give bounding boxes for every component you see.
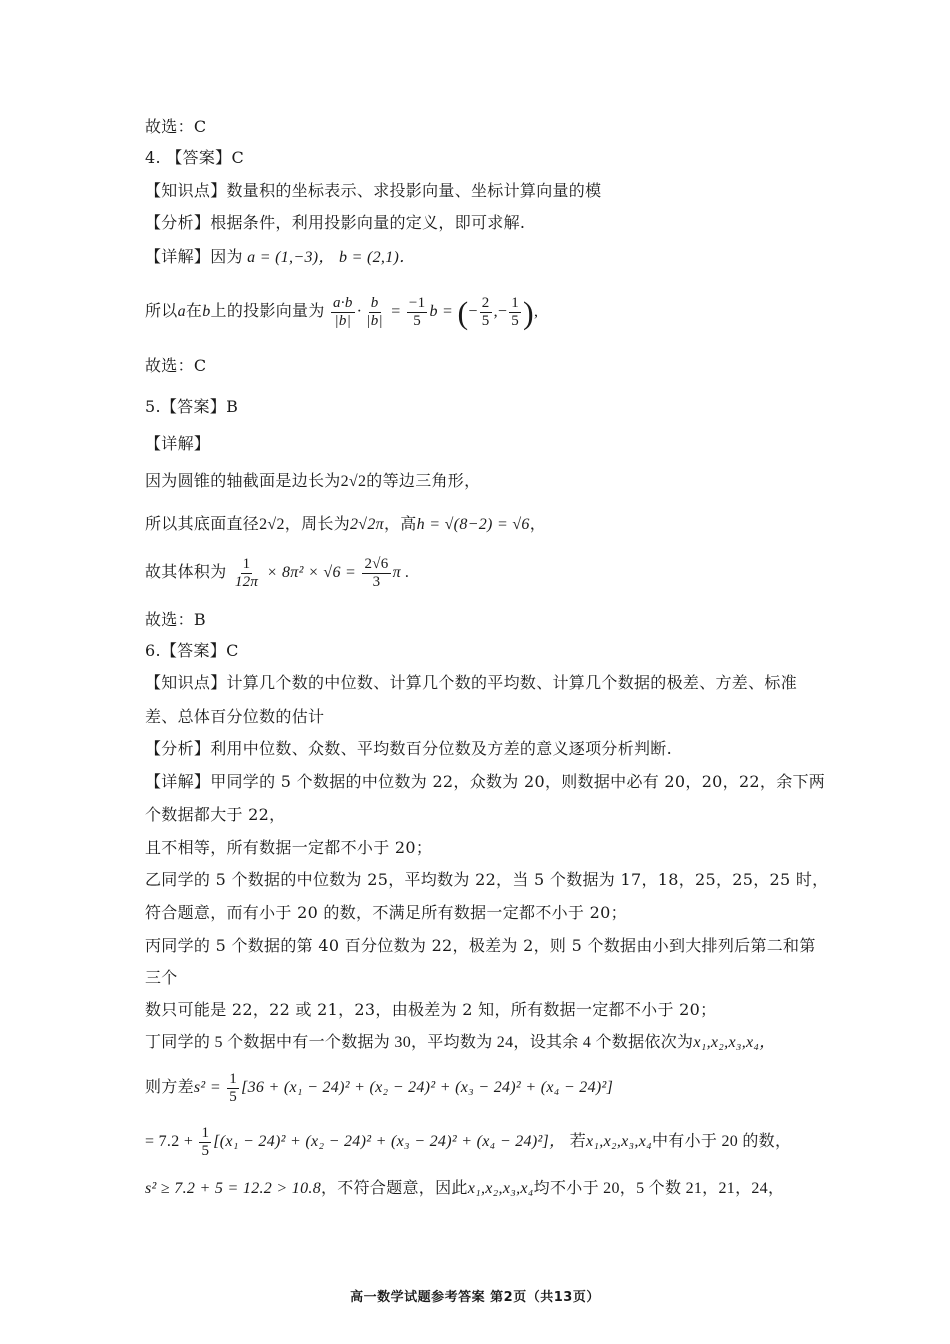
q6-variance-conclusion: s² ≥ 7.2 + 5 = 12.2 > 10.8，不符合题意，因此x₁,x₂,x₃,x₄均不小于 20，5 个数 21，21，24， bbox=[145, 1180, 785, 1197]
q5-cone-dimensions: 所以其底面直径2√2，周长为2√2π，高h = √(8−2) = √6， bbox=[145, 516, 547, 533]
proj-text-3: 上的投影向量为 bbox=[210, 303, 325, 320]
q4-analysis: 【分析】根据条件，利用投影向量的定义，即可求解. bbox=[145, 213, 526, 232]
page-footer: 高一数学试题参考答案 第2页（共13页） bbox=[350, 1290, 600, 1305]
q6-variance-formula: 则方差s² = $\frac{1}{5}$ [36 + (x₁ − 24)² + (x₂ − 24)² + (x₃ − 24)² + (x₄ − 24)²] bbox=[145, 1070, 614, 1105]
conclusion-3: 故选：C bbox=[145, 117, 207, 136]
proj-vec-b: b bbox=[202, 303, 211, 320]
proj-coefficient: $\frac{-1}{5}$ bbox=[408, 294, 426, 329]
cone-side-length: 2√2 bbox=[340, 473, 367, 490]
q6-answer: 6.【答案】C bbox=[145, 641, 239, 660]
proj-fraction-2: $\frac{b}{|b|}$ bbox=[366, 294, 383, 329]
vector-b-value: b = (2,1)． bbox=[339, 249, 416, 266]
q6-detail-jia-end: 且不相等，所有数据一定都不小于 20； bbox=[145, 838, 433, 857]
q6-detail-bing: 丙同学的 5 个数据的第 40 百分位数为 22，极差为 2，则 5 个数据由小到大排列后第二和第 bbox=[145, 936, 816, 955]
proj-vec-a: a bbox=[177, 303, 186, 320]
cone-height: h = √(8−2) = √6 bbox=[416, 516, 530, 533]
cone-circumference: 2√2π bbox=[350, 516, 384, 533]
conclusion-5: 故选：B bbox=[145, 610, 206, 629]
q6-analysis: 【分析】利用中位数、众数、平均数百分位数及方差的意义逐项分析判断. bbox=[145, 739, 672, 758]
q5-detail-label: 【详解】 bbox=[145, 434, 211, 453]
proj-text-1: 所以 bbox=[145, 303, 178, 320]
q6-detail-bing-end: 数只可能是 22，22 或 21，23，由极差为 2 知，所有数据一定都不小于 20； bbox=[145, 1000, 717, 1019]
q6-variance-expanded: = 7.2 + $\frac{1}{5}$ [(x₁ − 24)² + (x₂ − 24)² + (x₃ − 24)² + (x₄ − 24)²]， 若x₁,x₂,x₃,x₄中有小于 20 的数， bbox=[145, 1124, 792, 1159]
cone-diameter: 2√2 bbox=[259, 516, 285, 533]
variance-coefficient: $\frac{1}{5}$ bbox=[229, 1070, 238, 1105]
q6-detail-ding: 丁同学的 5 个数据中有一个数据为 30，平均数为 24，设其余 4 个数据依次为x₁,x₂,x₃,x₄， bbox=[145, 1034, 776, 1051]
q4-detail-given bbox=[145, 247, 415, 269]
q6-knowledge-cont: 差、总体百分位数的估计 bbox=[145, 707, 325, 726]
q5-volume-formula: 故其体积为 $\frac{1}{12\pi}$ × 8π² × √6 = $\frac{2√6}{3}$ π . bbox=[145, 555, 410, 590]
q4-answer: 4. 【答案】C bbox=[145, 148, 244, 167]
conclusion-4: 故选：C bbox=[145, 356, 207, 375]
q6-knowledge: 【知识点】计算几个数的中位数、计算几个数的平均数、计算几个数据的极差、方差、标准 bbox=[145, 673, 798, 692]
variance-inequality: s² ≥ 7.2 + 5 = 12.2 > 10.8 bbox=[145, 1180, 321, 1197]
volume-coefficient: $\frac{1}{12\pi}$ bbox=[234, 555, 259, 590]
volume-result: $\frac{2√6}{3}$ bbox=[364, 555, 389, 590]
variance-coefficient-2: $\frac{1}{5}$ bbox=[201, 1124, 210, 1159]
proj-fraction-1: $\frac{a\cdot b}{|b|}$ bbox=[332, 294, 353, 329]
q4-projection-formula: 所以a在b上的投影向量为 $\frac{a\cdot b}{|b|}$ · $\frac{b}{|b|}$ = $\frac{-1}{5}$ b = (− $\frac{2}{5}$ ,− $\frac{1}{5}$ ), bbox=[145, 294, 539, 331]
q6-detail-yi-cont: 符合题意，而有小于 20 的数，不满足所有数据一定都不小于 20； bbox=[145, 903, 627, 922]
proj-result-x: $\frac{2}{5}$ bbox=[481, 294, 490, 329]
proj-result-y: $\frac{1}{5}$ bbox=[511, 294, 519, 329]
q4-knowledge: 【知识点】数量积的坐标表示、求投影向量、坐标计算向量的模 bbox=[145, 181, 602, 200]
q6-detail-jia: 【详解】甲同学的 5 个数据的中位数为 22，众数为 20，则数据中必有 20，20，22，余下两 bbox=[145, 772, 826, 791]
variable-list: x₁,x₂,x₃,x₄， bbox=[693, 1034, 776, 1051]
q6-detail-yi: 乙同学的 5 个数据的中位数为 25，平均数为 22，当 5 个数据为 17，18，25，25，25 时， bbox=[145, 870, 829, 889]
q4-detail-label: 【详解】因为 bbox=[145, 249, 243, 266]
q5-answer: 5.【答案】B bbox=[145, 397, 239, 416]
vector-a-value: a = (1,−3)， bbox=[247, 249, 335, 266]
q6-detail-jia-cont: 个数据都大于 22， bbox=[145, 805, 286, 824]
proj-text-2: 在 bbox=[185, 303, 203, 320]
q5-cone-statement: 因为圆锥的轴截面是边长为2√2的等边三角形， bbox=[145, 473, 481, 490]
q6-detail-bing-cont: 三个 bbox=[145, 968, 178, 987]
